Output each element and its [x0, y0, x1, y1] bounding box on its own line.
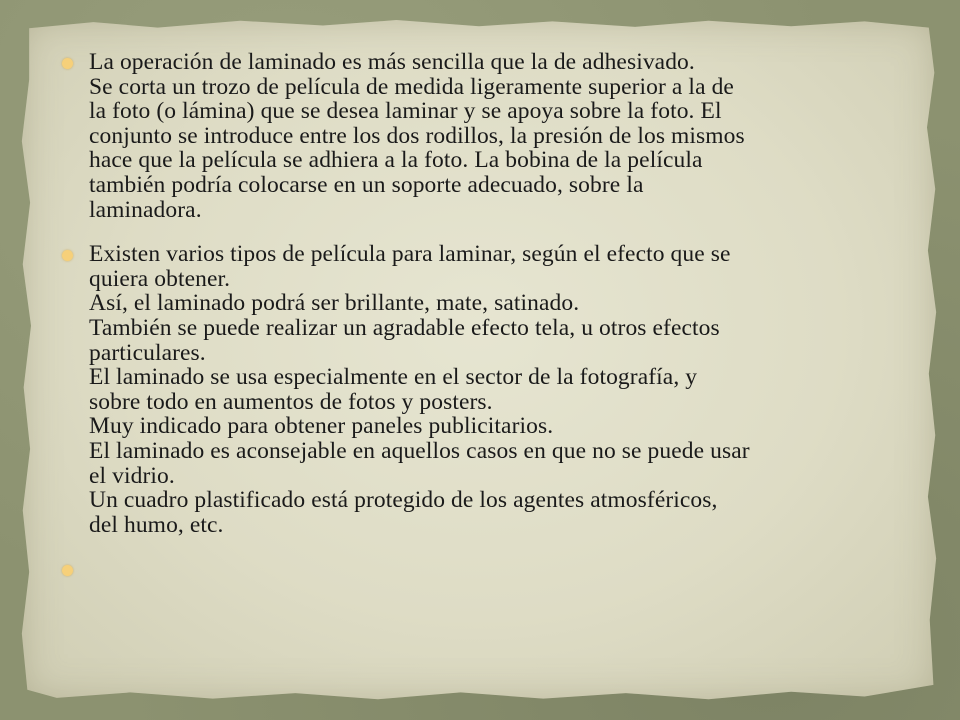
text-line: particulares.	[89, 339, 206, 366]
bullet-list	[62, 50, 922, 585]
text-line: hace que la película se adhiera a la foto. La bobina de la película	[89, 147, 703, 174]
bullet-item-laminado-operacion	[62, 50, 922, 222]
text-line: El laminado se usa especialmente en el sector de la fotografía, y	[89, 364, 698, 391]
text-line: El laminado es aconsejable en aquellos casos en que no se puede usar	[89, 437, 750, 464]
text-line: el vidrio.	[89, 462, 175, 489]
text-line: Muy indicado para obtener paneles publicitarios.	[89, 413, 554, 440]
bullet-dot-icon	[62, 250, 73, 261]
text-line: También se puede realizar un agradable efecto tela, u otros efectos	[89, 314, 720, 341]
bullet-dot-icon	[62, 58, 73, 69]
text-line: laminadora.	[89, 196, 202, 223]
text-line: del humo, etc.	[89, 511, 224, 538]
bullet-text	[89, 242, 922, 537]
text-line: La operación de laminado es más sencilla que la de adhesivado.	[89, 49, 695, 75]
text-line: Se corta un trozo de película de medida ligeramente superior a la de	[89, 73, 734, 100]
bullet-dot-icon	[62, 565, 73, 576]
bullet-item-tipos-pelicula	[62, 242, 922, 537]
text-line: conjunto se introduce entre los dos rodillos, la presión de los mismos	[89, 122, 745, 149]
text-line: Un cuadro plastificado está protegido de los agentes atmosféricos,	[89, 487, 718, 514]
bullet-item-empty	[62, 557, 922, 585]
slide-content	[62, 50, 922, 605]
bullet-text	[89, 50, 922, 222]
text-line: también podría colocarse en un soporte adecuado, sobre la	[89, 171, 644, 198]
text-line: Así, el laminado podrá ser brillante, mate, satinado.	[89, 290, 580, 317]
text-line: Existen varios tipos de película para laminar, según el efecto que se	[89, 241, 731, 268]
text-line: sobre todo en aumentos de fotos y posters.	[89, 388, 493, 415]
text-line: la foto (o lámina) que se desea laminar y se apoya sobre la foto. El	[89, 98, 722, 125]
text-line: quiera obtener.	[89, 265, 231, 292]
